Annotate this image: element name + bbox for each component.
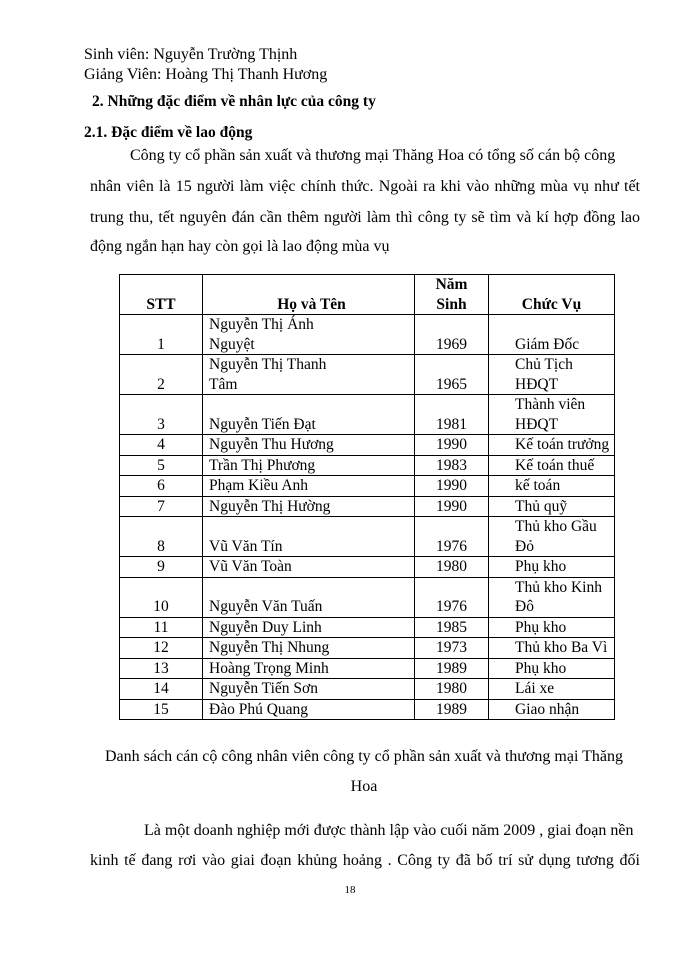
- cell-year: [415, 395, 489, 435]
- role-line-1: Thành viên: [515, 396, 586, 413]
- cell-name: [203, 496, 415, 517]
- table-row: [120, 476, 615, 497]
- year-text: 1980: [436, 558, 467, 575]
- lecturer-name: Giảng Viên: Hoàng Thị Thanh Hương: [84, 66, 328, 83]
- name-line-2: Tâm: [209, 375, 238, 393]
- cell-stt: [120, 638, 203, 659]
- stt-text: 7: [157, 497, 165, 515]
- cell-name: [203, 476, 415, 497]
- cell-name: [203, 355, 415, 395]
- year-text: 1980: [436, 680, 467, 697]
- cell-year: [415, 517, 489, 557]
- cell-role: [489, 658, 615, 679]
- name-line-2: Nguyễn Thị Hường: [209, 497, 331, 515]
- header-year: [415, 275, 489, 315]
- cell-role: [489, 699, 615, 720]
- cell-role: [489, 395, 615, 435]
- paragraph-line: Công ty cổ phần sản xuất và thương mại Thăng Hoa có tổng số cán bộ công: [130, 147, 616, 164]
- role-line-2: Phụ kho: [515, 558, 567, 575]
- table-row: [120, 557, 615, 578]
- name-line-2: Nguyệt: [209, 335, 255, 353]
- table-row: [120, 658, 615, 679]
- name-line-2: Nguyễn Văn Tuấn: [209, 598, 323, 615]
- subsection-heading: 2.1. Đặc điểm về lao động: [84, 124, 253, 141]
- year-text: 1985: [436, 618, 467, 636]
- cell-name: [203, 455, 415, 476]
- year-text: 1973: [436, 639, 467, 656]
- cell-name: [203, 577, 415, 617]
- cell-year: [415, 476, 489, 497]
- name-line-2: Nguyễn Thu Hương: [209, 436, 334, 453]
- year-text: 1990: [436, 436, 467, 453]
- cell-name: [203, 617, 415, 638]
- cell-role: [489, 577, 615, 617]
- cell-role: [489, 617, 615, 638]
- name-line-1: Nguyễn Thị Thanh: [209, 356, 327, 373]
- paragraph-line: trung thu, tết nguyên đán cần thêm người làm thì công ty sẽ tìm và kí hợp đồng lao: [90, 209, 640, 226]
- cell-stt: [120, 658, 203, 679]
- role-line-2: HĐQT: [515, 375, 559, 393]
- role-line-2: HĐQT: [515, 415, 559, 433]
- stt-text: 2: [157, 375, 165, 393]
- role-line-1: Chủ Tịch: [515, 356, 573, 373]
- cell-stt: [120, 679, 203, 700]
- cell-year: [415, 658, 489, 679]
- stt-text: 3: [157, 415, 165, 433]
- table-caption-line: Danh sách cán cộ công nhân viên công ty cổ phần sản xuất và thương mại Thăng: [104, 748, 624, 765]
- role-line-2: Phụ kho: [515, 659, 567, 677]
- cell-role: [489, 679, 615, 700]
- name-line-2: Nguyễn Duy Linh: [209, 618, 322, 636]
- stt-text: 4: [157, 436, 165, 453]
- table-row: [120, 315, 615, 355]
- cell-stt: [120, 699, 203, 720]
- student-name: Sinh viên: Nguyễn Trường Thịnh: [84, 46, 298, 63]
- stt-text: 5: [157, 456, 165, 474]
- cell-role: [489, 476, 615, 497]
- table-row: [120, 355, 615, 395]
- cell-year: [415, 577, 489, 617]
- role-line-2: Thủ kho Ba Vì: [515, 639, 608, 656]
- year-text: 1990: [436, 497, 467, 515]
- cell-stt: [120, 476, 203, 497]
- role-line-2: Đỏ: [515, 537, 534, 555]
- role-line-2: Đô: [515, 598, 534, 615]
- name-line-2: Vũ Văn Tín: [209, 537, 283, 555]
- year-text: 1989: [436, 700, 467, 718]
- cell-stt: [120, 617, 203, 638]
- stt-text: 11: [153, 618, 169, 636]
- table-row: [120, 638, 615, 659]
- cell-year: [415, 679, 489, 700]
- name-line-2: Nguyễn Tiến Đạt: [209, 415, 316, 433]
- cell-name: [203, 517, 415, 557]
- table-row: [120, 435, 615, 456]
- name-line-2: Nguyễn Thị Nhung: [209, 639, 330, 656]
- stt-text: 14: [153, 680, 169, 697]
- name-line-2: Vũ Văn Toàn: [209, 558, 292, 575]
- section-heading: 2. Những đặc điểm về nhân lực của công ty: [92, 93, 376, 110]
- year-text: 1969: [436, 335, 467, 353]
- paragraph-line: nhân viên là 15 người làm việc chính thức. Ngoài ra khi vào những mùa vụ như tết: [90, 178, 640, 195]
- cell-stt: [120, 496, 203, 517]
- cell-stt: [120, 455, 203, 476]
- cell-role: [489, 355, 615, 395]
- year-text: 1983: [436, 456, 467, 474]
- cell-year: [415, 355, 489, 395]
- cell-name: [203, 395, 415, 435]
- cell-year: [415, 435, 489, 456]
- header-name: Họ và Tên: [203, 275, 415, 315]
- cell-year: [415, 496, 489, 517]
- cell-name: [203, 557, 415, 578]
- cell-role: [489, 435, 615, 456]
- closing-line: kinh tế đang rơi vào giai đoạn khủng hoảng . Công ty đã bố trí sử dụng tương đối: [90, 852, 640, 869]
- cell-stt: [120, 517, 203, 557]
- role-line-2: Phụ kho: [515, 618, 567, 636]
- cell-name: [203, 699, 415, 720]
- role-line-2: Lái xe: [515, 680, 555, 697]
- role-line-1: Thủ kho Gầu: [515, 518, 597, 535]
- name-line-2: Phạm Kiều Anh: [209, 477, 309, 494]
- cell-role: [489, 557, 615, 578]
- table-row: [120, 617, 615, 638]
- cell-stt: [120, 315, 203, 355]
- header-role: Chức Vụ: [489, 275, 615, 315]
- cell-role: [489, 455, 615, 476]
- cell-stt: [120, 577, 203, 617]
- cell-stt: [120, 557, 203, 578]
- page-number: 18: [344, 884, 356, 896]
- cell-role: [489, 638, 615, 659]
- cell-name: [203, 435, 415, 456]
- role-line-2: kế toán: [515, 477, 561, 494]
- table-row: [120, 679, 615, 700]
- year-text: 1990: [436, 477, 467, 494]
- header-stt: STT: [120, 275, 203, 315]
- role-line-2: Giám Đốc: [515, 335, 580, 353]
- cell-year: [415, 557, 489, 578]
- staff-table-body: [120, 315, 615, 720]
- name-line-2: Trần Thị Phương: [209, 456, 316, 474]
- year-text: 1976: [436, 598, 467, 615]
- paragraph-line: động ngắn hạn hay còn gọi là lao động mùa vụ: [90, 238, 390, 255]
- cell-stt: [120, 435, 203, 456]
- stt-text: 9: [157, 558, 165, 575]
- cell-name: [203, 679, 415, 700]
- cell-name: [203, 638, 415, 659]
- name-line-2: Nguyễn Tiến Sơn: [209, 680, 318, 697]
- year-text: 1981: [436, 415, 467, 433]
- cell-year: [415, 617, 489, 638]
- cell-role: [489, 517, 615, 557]
- cell-stt: [120, 355, 203, 395]
- table-header-row: [120, 275, 615, 315]
- table-row: [120, 517, 615, 557]
- cell-year: [415, 455, 489, 476]
- table-row: [120, 455, 615, 476]
- name-line-1: Nguyễn Thị Ánh: [209, 316, 314, 333]
- table-row: [120, 395, 615, 435]
- cell-year: [415, 315, 489, 355]
- header-year-top: Năm: [435, 276, 468, 293]
- table-row: [120, 496, 615, 517]
- role-line-2: Kế toán trưởng: [515, 436, 610, 453]
- staff-table: [119, 274, 615, 720]
- table-row: [120, 577, 615, 617]
- cell-name: [203, 658, 415, 679]
- cell-role: [489, 315, 615, 355]
- name-line-2: Hoàng Trọng Minh: [209, 659, 329, 677]
- role-line-2: Kế toán thuế: [515, 456, 595, 474]
- role-line-2: Giao nhận: [515, 700, 580, 718]
- cell-year: [415, 699, 489, 720]
- header-year-bottom: Sinh: [436, 295, 467, 313]
- year-text: 1976: [436, 537, 467, 555]
- cell-stt: [120, 395, 203, 435]
- table-caption-line: Hoa: [350, 778, 378, 795]
- year-text: 1965: [436, 375, 467, 393]
- year-text: 1989: [436, 659, 467, 677]
- role-line-2: Thủ quỹ: [515, 497, 568, 515]
- stt-text: 6: [157, 477, 165, 494]
- stt-text: 10: [153, 598, 169, 615]
- closing-line: Là một doanh nghiệp mới được thành lập vào cuối năm 2009 , giai đoạn nền: [144, 822, 634, 839]
- stt-text: 13: [153, 659, 169, 677]
- cell-role: [489, 496, 615, 517]
- stt-text: 8: [157, 537, 165, 555]
- cell-name: [203, 315, 415, 355]
- role-line-1: Thủ kho Kinh: [515, 578, 602, 596]
- cell-year: [415, 638, 489, 659]
- name-line-2: Đào Phú Quang: [209, 700, 309, 718]
- table-row: [120, 699, 615, 720]
- stt-text: 15: [153, 700, 169, 718]
- stt-text: 1: [157, 335, 165, 353]
- stt-text: 12: [153, 639, 169, 656]
